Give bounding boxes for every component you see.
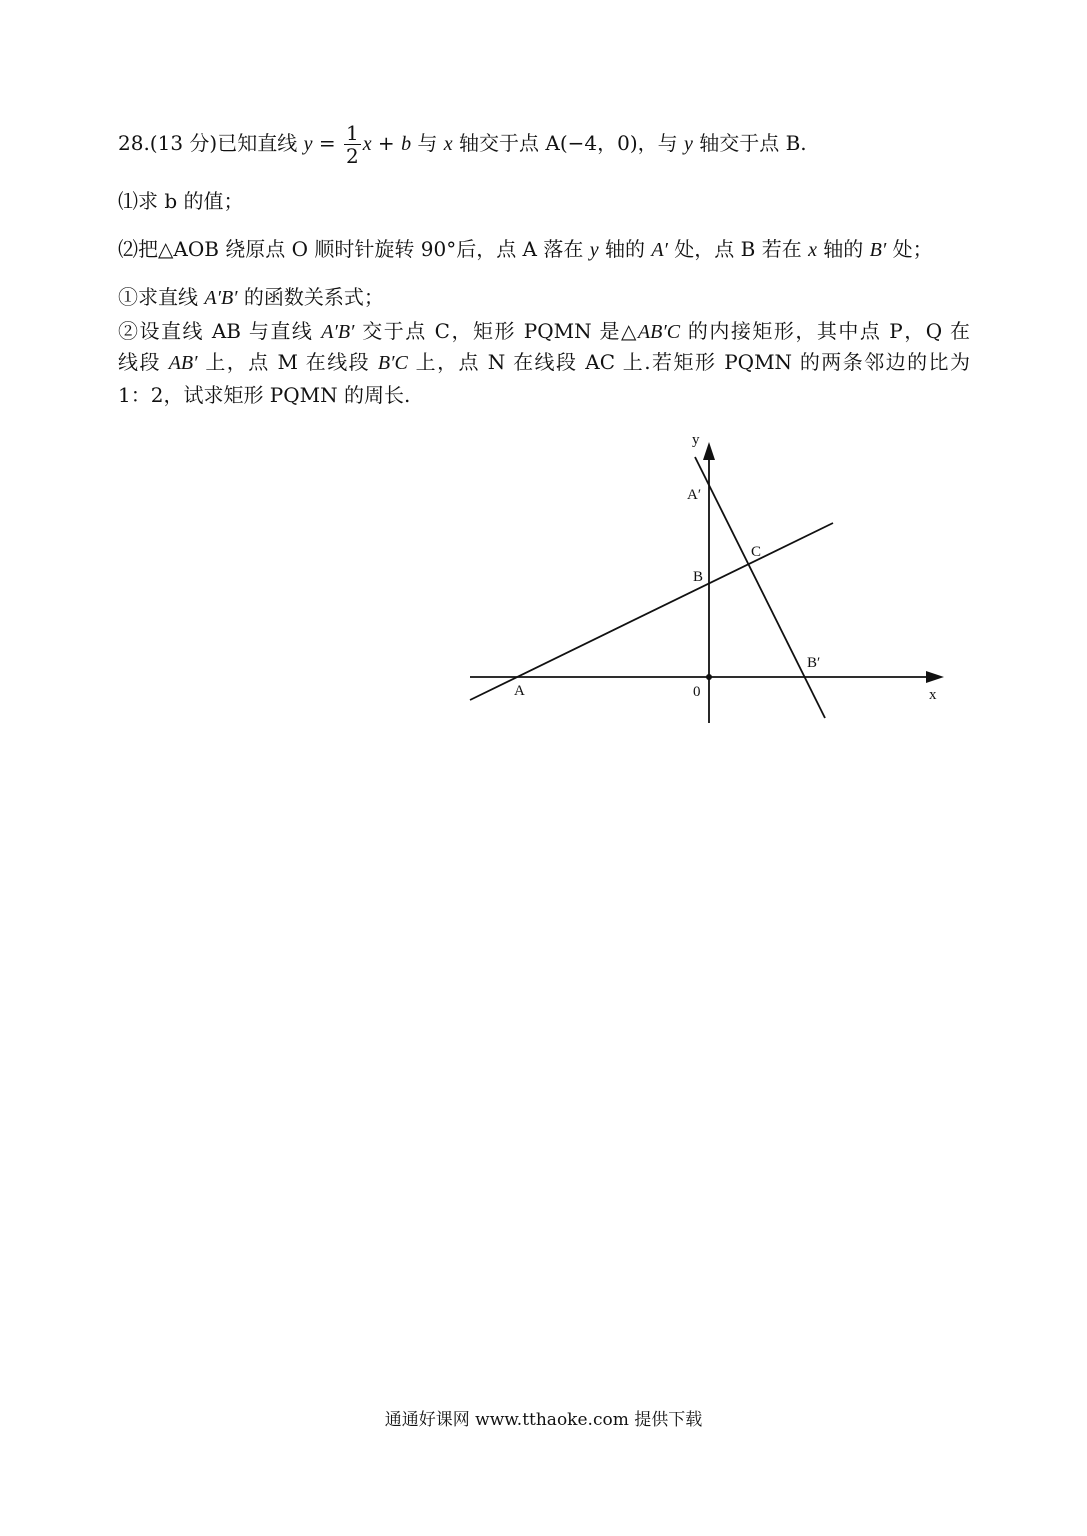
label-point-b: B [693,569,704,585]
sub2-line: A′B′ [321,321,355,343]
part2-aprime: A′ [651,239,668,261]
intro-end: 轴交于点 B. [692,131,807,155]
fraction-numerator: 1 [345,121,359,145]
part2-x: x [808,239,817,261]
label-point-c: C [751,544,762,560]
part2-a: ⑵把△AOB 绕原点 O 顺时针旋转 90°后，点 A 落在 [118,237,590,261]
y-axis-arrow [703,442,715,460]
label-y-axis: y [692,432,700,448]
sub-question-2-end: 1：2，试求矩形 PQMN 的周长. [118,383,411,407]
figure-svg [460,420,960,740]
sub2-d: 线段 [118,350,169,374]
label-point-a: A [514,683,525,699]
part2-d: 轴的 [816,237,870,261]
part2-e: 处； [886,237,933,261]
intro-x: x [443,133,453,155]
part2-c: 处，点 B 若在 [667,237,809,261]
sub2-line-2 [118,347,970,378]
sub1-b: 的函数关系式； [237,285,384,309]
intro-y: y [684,133,693,155]
label-point-a-prime: A′ [687,487,702,503]
eq-x: x [362,133,372,155]
sub2-c: 的内接矩形，其中点 P，Q 在 [680,319,970,343]
fraction-denominator: 2 [345,144,359,168]
intro-prefix: 28.(13 分)已知直线 [118,131,304,155]
x-axis-arrow [926,671,944,683]
part-2 [118,234,933,265]
part2-y: y [589,239,599,261]
part2-bprime: B′ [869,239,887,261]
sub2-f: 上，点 N 在线段 AC 上.若矩形 PQMN 的两条邻边的比为 [407,350,970,374]
fraction-one-half [344,122,361,167]
eq-b: b [401,133,412,155]
label-point-b-prime: B′ [807,655,821,671]
eq-plus: + [371,131,402,155]
label-origin: 0 [693,684,701,700]
eq-y: y [303,133,313,155]
question-intro [118,122,807,167]
sub1-a: ①求直线 [118,285,205,309]
sub2-e: 上，点 M 在线段 [197,350,378,374]
sub2-a: ②设直线 AB 与直线 [118,319,322,343]
sub-question-2 [118,316,970,378]
sub2-seg2: B′C [377,352,408,374]
intro-mid1: 与 [411,131,444,155]
line-a-prime-b-prime [695,457,825,718]
label-x-axis: x [929,687,937,703]
sub-question-1 [118,282,384,313]
part-1: ⑴求 b 的值； [118,189,244,213]
sub1-line: A′B′ [204,287,238,309]
footer-credit: 通通好课网 www.tthaoke.com 提供下载 [384,1410,703,1430]
origin-point [706,674,712,680]
eq-equals: = [312,131,342,155]
part2-b: 轴的 [598,237,652,261]
sub2-seg1: AB′ [168,352,198,374]
sub2-line-1 [118,316,970,347]
intro-mid2: 轴交于点 A(−4，0)，与 [452,131,684,155]
sub2-tri: AB′C [637,321,681,343]
line-ab [470,523,833,700]
sub2-b: 交于点 C，矩形 PQMN 是△ [354,319,638,343]
coordinate-figure [460,420,960,740]
